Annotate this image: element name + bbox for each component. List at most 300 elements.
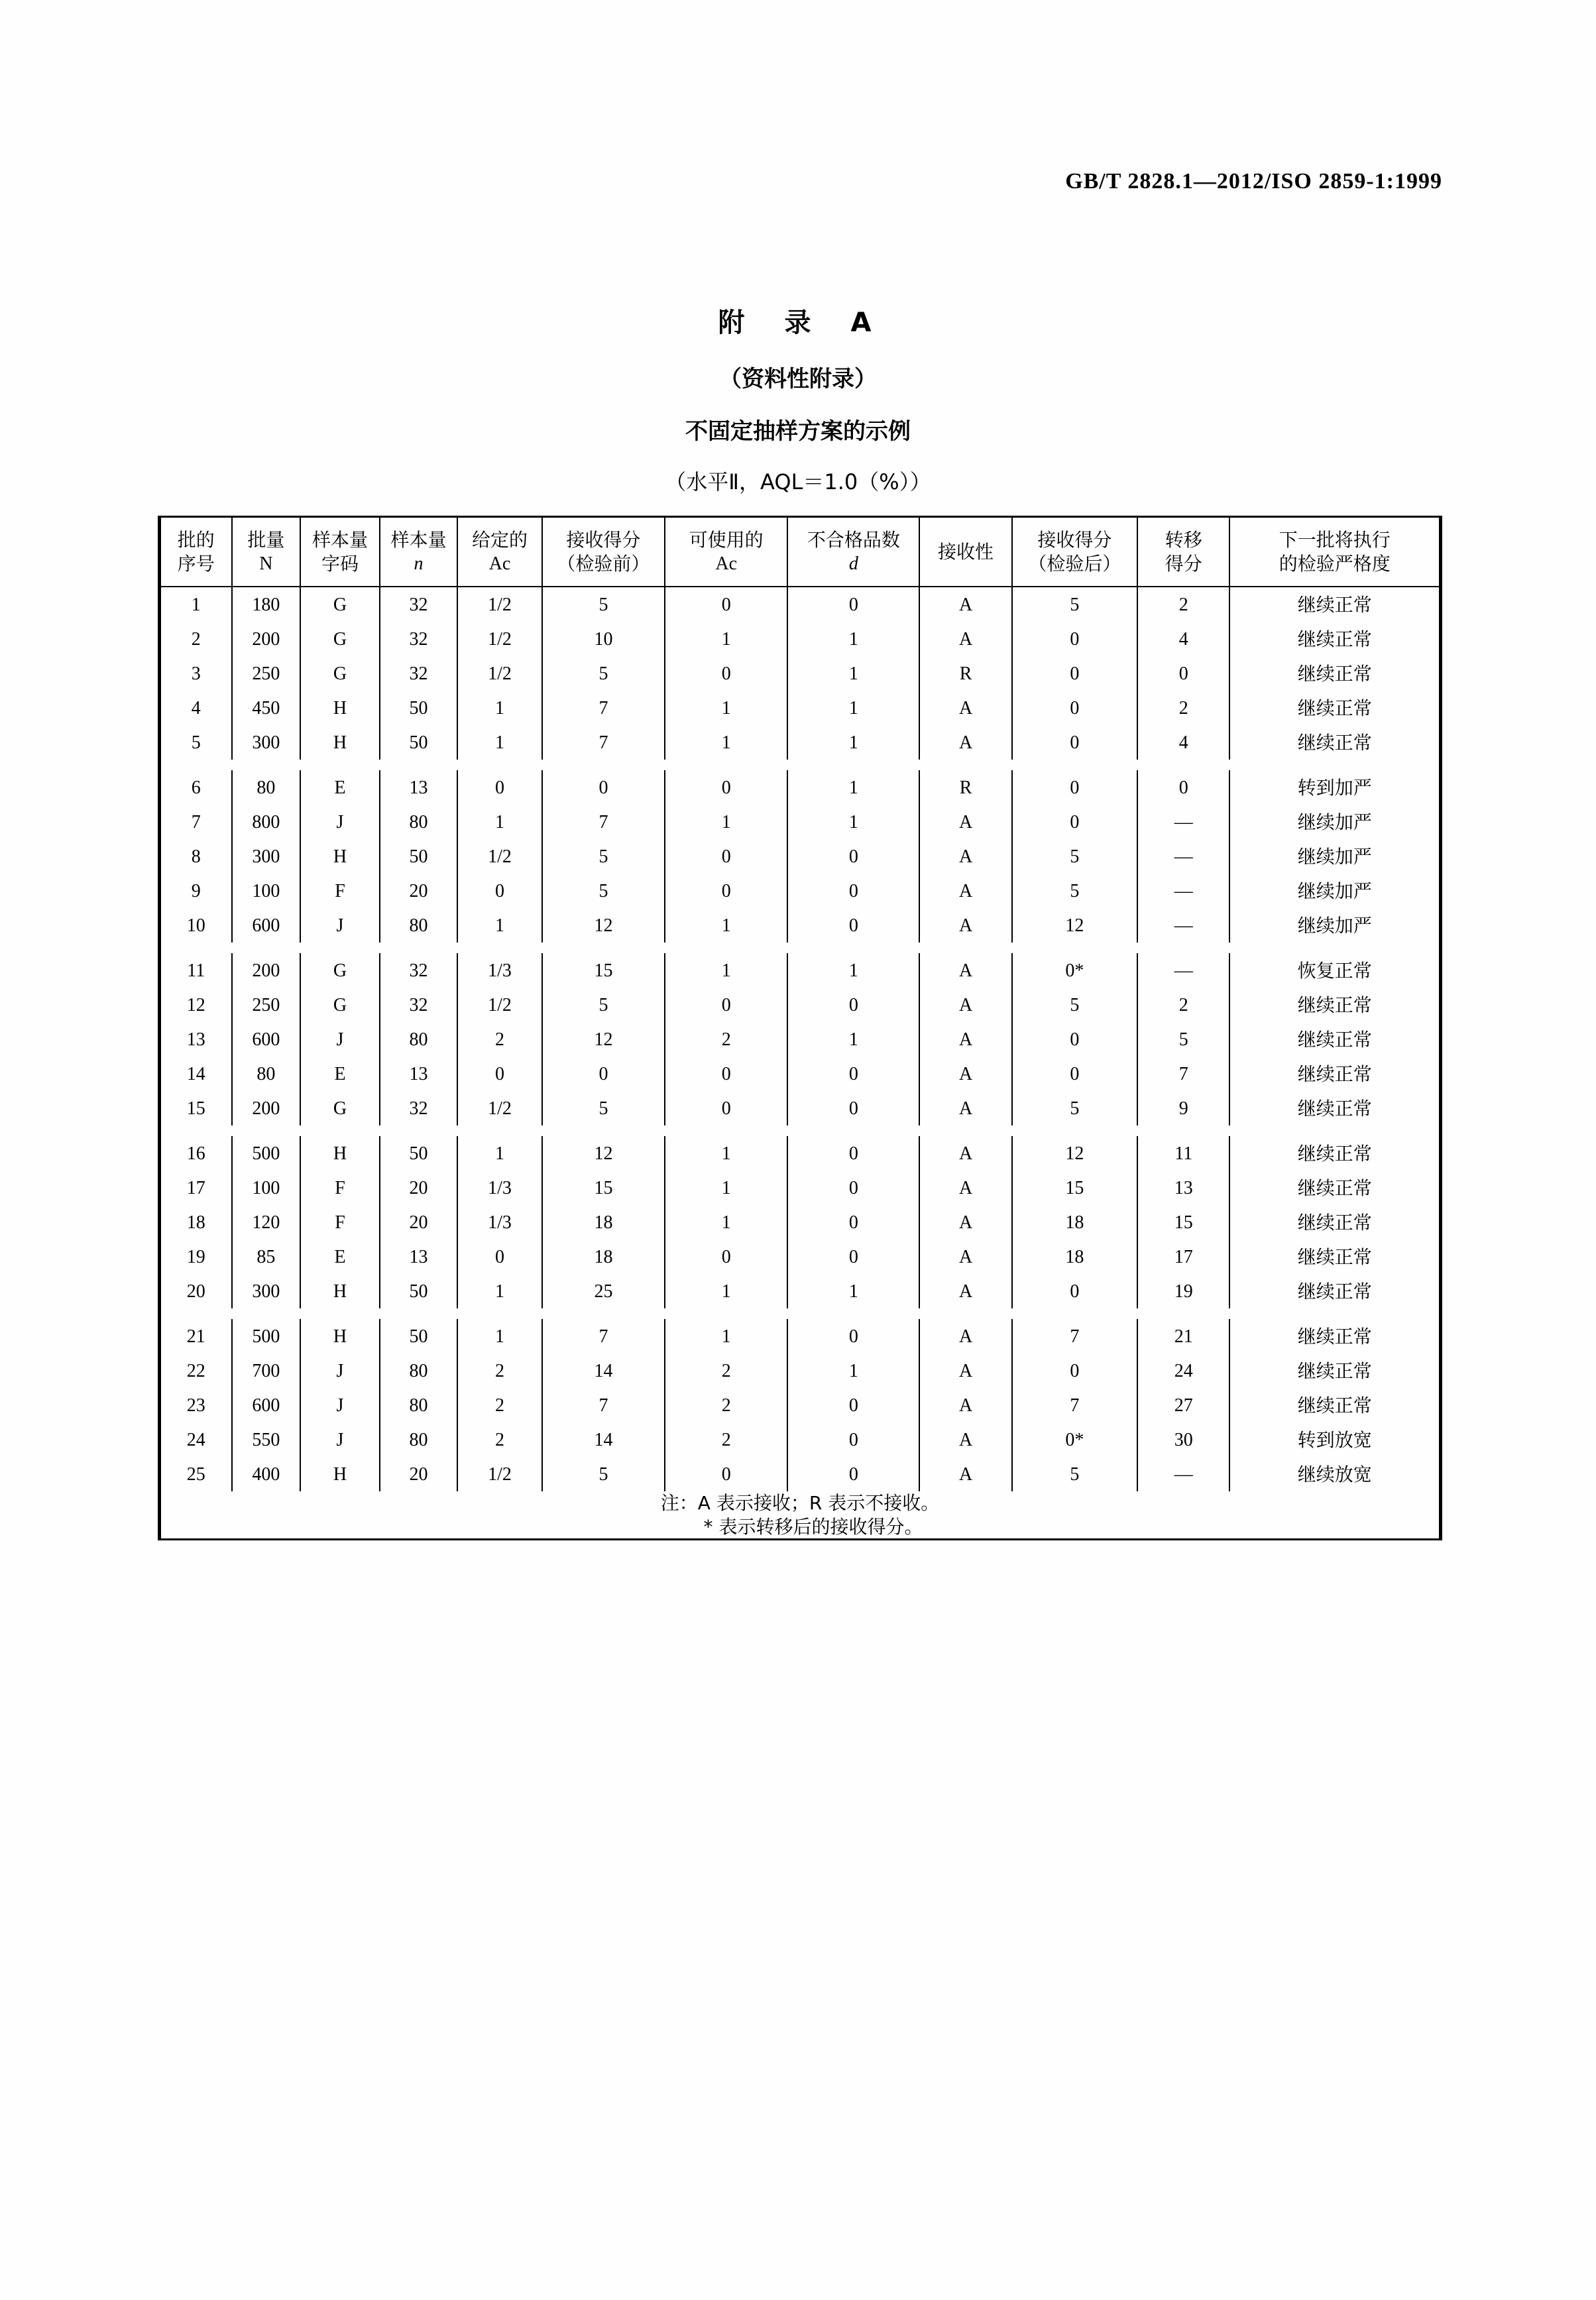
table-cell: 转到加严 <box>1229 770 1440 805</box>
table-cell: 600 <box>232 908 301 943</box>
table-cell: 7 <box>1137 1057 1229 1091</box>
table-cell: 7 <box>542 805 665 839</box>
table-row <box>160 1388 1440 1422</box>
table-cell: 继续正常 <box>1229 1353 1440 1388</box>
table-cell: 1 <box>787 1274 919 1308</box>
table-cell: H <box>300 725 380 760</box>
table-cell: 1/2 <box>457 587 542 622</box>
table-cell: 5 <box>542 874 665 908</box>
sampling-examples-table <box>160 518 1440 1538</box>
table-cell: 0 <box>787 1239 919 1274</box>
table-note <box>160 1491 1440 1538</box>
table-cell: 50 <box>380 1319 458 1353</box>
table-cell: 27 <box>1137 1388 1229 1422</box>
table-cell: F <box>300 1205 380 1239</box>
table-cell: 50 <box>380 839 458 874</box>
col-header-next-severity: 下一批将执行 的检验严格度 <box>1229 518 1440 587</box>
table-cell: 13 <box>160 1022 232 1057</box>
table-cell: — <box>1137 805 1229 839</box>
table-body <box>160 587 1440 1491</box>
table-cell: 继续正常 <box>1229 622 1440 656</box>
table-cell: 18 <box>542 1205 665 1239</box>
table-cell: 1 <box>787 691 919 725</box>
table-cell: 1 <box>457 1274 542 1308</box>
table-cell: 0 <box>665 587 787 622</box>
table-cell: 550 <box>232 1422 301 1457</box>
table-cell: G <box>300 988 380 1022</box>
sampling-examples-table-container <box>158 516 1442 1540</box>
table-row <box>160 805 1440 839</box>
table-cell: H <box>300 691 380 725</box>
table-cell: 13 <box>1137 1171 1229 1205</box>
group-spacer <box>160 1125 1440 1136</box>
table-cell: J <box>300 1022 380 1057</box>
table-cell: 100 <box>232 874 301 908</box>
table-cell: 20 <box>380 1457 458 1491</box>
table-cell: 继续正常 <box>1229 691 1440 725</box>
table-cell: 2 <box>1137 988 1229 1022</box>
table-cell: 600 <box>232 1388 301 1422</box>
table-cell: 0 <box>1012 725 1137 760</box>
table-cell: 14 <box>542 1353 665 1388</box>
table-cell: 继续正常 <box>1229 1205 1440 1239</box>
table-cell: G <box>300 656 380 691</box>
annex-heading: 附 录 A <box>718 308 878 338</box>
table-cell: G <box>300 1091 380 1125</box>
table-cell: G <box>300 622 380 656</box>
table-note-row <box>160 1491 1440 1538</box>
table-cell: 0 <box>457 1239 542 1274</box>
table-cell: 22 <box>160 1353 232 1388</box>
table-cell: 30 <box>1137 1422 1229 1457</box>
table-cell: 5 <box>542 656 665 691</box>
table-cell: 1 <box>665 1136 787 1171</box>
table-header-row <box>160 518 1440 587</box>
col-header-sample-size: 样本量 n <box>380 518 458 587</box>
table-cell: 5 <box>542 1457 665 1491</box>
table-cell: 1 <box>787 1022 919 1057</box>
table-cell: 0 <box>1012 805 1137 839</box>
table-cell: 500 <box>232 1136 301 1171</box>
table-cell: 7 <box>542 691 665 725</box>
table-cell: 9 <box>160 874 232 908</box>
table-row <box>160 1171 1440 1205</box>
col-header-given-ac: 给定的 Ac <box>457 518 542 587</box>
table-row <box>160 770 1440 805</box>
table-cell: 0 <box>1012 622 1137 656</box>
table-cell: 2 <box>457 1422 542 1457</box>
table-row <box>160 1422 1440 1457</box>
table-cell: 0 <box>1012 1274 1137 1308</box>
table-cell: 300 <box>232 725 301 760</box>
table-cell: 10 <box>160 908 232 943</box>
table-cell: 5 <box>1012 1457 1137 1491</box>
table-cell: 1 <box>457 805 542 839</box>
table-cell: 80 <box>380 1388 458 1422</box>
table-cell: — <box>1137 839 1229 874</box>
table-cell: 1 <box>787 622 919 656</box>
table-cell: 1 <box>787 1353 919 1388</box>
table-cell: 50 <box>380 691 458 725</box>
table-cell: F <box>300 1171 380 1205</box>
table-cell: 13 <box>380 1057 458 1091</box>
table-row <box>160 908 1440 943</box>
table-cell: 0 <box>1137 656 1229 691</box>
table-cell: 0 <box>787 587 919 622</box>
table-cell: 1 <box>665 1171 787 1205</box>
table-cell: 12 <box>542 1022 665 1057</box>
table-cell: 80 <box>380 1022 458 1057</box>
col-header-nonconforming-count: 不合格品数 d <box>787 518 919 587</box>
table-cell: 6 <box>160 770 232 805</box>
table-cell: 2 <box>665 1422 787 1457</box>
table-cell: 19 <box>1137 1274 1229 1308</box>
table-cell: J <box>300 805 380 839</box>
table-cell: 14 <box>542 1422 665 1457</box>
table-row <box>160 1457 1440 1491</box>
table-cell: 3 <box>160 656 232 691</box>
table-cell: 1 <box>665 805 787 839</box>
table-cell: 180 <box>232 587 301 622</box>
table-cell: A <box>919 839 1011 874</box>
table-cell: A <box>919 1353 1011 1388</box>
table-cell: 80 <box>232 770 301 805</box>
table-cell: 2 <box>665 1388 787 1422</box>
table-cell: 13 <box>380 1239 458 1274</box>
table-row <box>160 1057 1440 1091</box>
table-cell: 0* <box>1012 953 1137 988</box>
table-cell: 2 <box>457 1022 542 1057</box>
col-header-acceptability: 接收性 <box>919 518 1011 587</box>
table-cell: 继续正常 <box>1229 1274 1440 1308</box>
table-cell: 1 <box>665 725 787 760</box>
table-cell: H <box>300 1136 380 1171</box>
table-cell: A <box>919 1457 1011 1491</box>
table-cell: 1 <box>665 622 787 656</box>
table-cell: 14 <box>160 1057 232 1091</box>
table-note-line-1: 注：A 表示接收；R 表示不接收。 <box>660 1492 940 1514</box>
group-spacer <box>160 1308 1440 1319</box>
annex-parameters: （水平Ⅱ，AQL＝1.0（%）） <box>665 469 931 494</box>
table-cell: 7 <box>542 1388 665 1422</box>
table-cell: 1/2 <box>457 988 542 1022</box>
table-cell: 0 <box>787 839 919 874</box>
table-cell: 1 <box>787 725 919 760</box>
table-cell: 18 <box>1012 1205 1137 1239</box>
table-cell: 1 <box>787 805 919 839</box>
table-cell: 继续正常 <box>1229 656 1440 691</box>
table-cell: A <box>919 1388 1011 1422</box>
table-cell: H <box>300 1274 380 1308</box>
table-cell: 20 <box>380 1205 458 1239</box>
table-cell: 5 <box>1012 587 1137 622</box>
table-cell: 0 <box>787 1457 919 1491</box>
table-cell: J <box>300 1422 380 1457</box>
table-cell: 24 <box>160 1422 232 1457</box>
table-cell: 1 <box>665 1319 787 1353</box>
table-cell: 7 <box>542 1319 665 1353</box>
table-cell: 20 <box>380 1171 458 1205</box>
table-cell: 1 <box>457 1136 542 1171</box>
table-cell: 1 <box>665 691 787 725</box>
group-spacer-cell <box>160 760 1440 770</box>
table-cell: 21 <box>160 1319 232 1353</box>
table-row <box>160 622 1440 656</box>
table-cell: F <box>300 874 380 908</box>
table-cell: A <box>919 1319 1011 1353</box>
table-cell: 0 <box>1012 691 1137 725</box>
table-cell: 400 <box>232 1457 301 1491</box>
table-cell: 继续正常 <box>1229 988 1440 1022</box>
table-cell: 0 <box>787 1057 919 1091</box>
table-cell: 23 <box>160 1388 232 1422</box>
table-cell: 200 <box>232 1091 301 1125</box>
table-cell: 0 <box>665 656 787 691</box>
table-cell: 5 <box>542 839 665 874</box>
table-cell: 80 <box>232 1057 301 1091</box>
table-cell: A <box>919 1022 1011 1057</box>
table-cell: 继续正常 <box>1229 1057 1440 1091</box>
table-cell: 0 <box>787 1422 919 1457</box>
table-cell: 12 <box>160 988 232 1022</box>
table-cell: J <box>300 1388 380 1422</box>
annex-type: （资料性附录） <box>719 366 877 392</box>
table-cell: 5 <box>1012 988 1137 1022</box>
table-cell: 1 <box>665 908 787 943</box>
table-cell: 1/2 <box>457 622 542 656</box>
table-cell: 0 <box>665 1457 787 1491</box>
table-row <box>160 1136 1440 1171</box>
table-cell: 0 <box>542 770 665 805</box>
table-cell: 2 <box>457 1353 542 1388</box>
table-cell: 2 <box>160 622 232 656</box>
table-cell: 9 <box>1137 1091 1229 1125</box>
table-cell: 1/2 <box>457 839 542 874</box>
table-cell: A <box>919 1171 1011 1205</box>
table-cell: 0 <box>457 874 542 908</box>
table-cell: 0 <box>1137 770 1229 805</box>
table-cell: 0 <box>665 1239 787 1274</box>
table-cell: A <box>919 805 1011 839</box>
table-cell: 18 <box>542 1239 665 1274</box>
table-row <box>160 1274 1440 1308</box>
table-cell: 1 <box>457 908 542 943</box>
table-cell: 7 <box>1012 1388 1137 1422</box>
table-cell: A <box>919 1091 1011 1125</box>
table-cell: 11 <box>160 953 232 988</box>
table-row <box>160 1239 1440 1274</box>
table-cell: 21 <box>1137 1319 1229 1353</box>
table-cell: 15 <box>542 1171 665 1205</box>
table-cell: 700 <box>232 1353 301 1388</box>
table-row <box>160 988 1440 1022</box>
table-cell: A <box>919 874 1011 908</box>
table-cell: 继续加严 <box>1229 874 1440 908</box>
table-cell: 5 <box>1012 839 1137 874</box>
table-cell: 继续放宽 <box>1229 1457 1440 1491</box>
table-cell: 0 <box>457 770 542 805</box>
table-cell: 1 <box>665 953 787 988</box>
table-cell: 1 <box>457 725 542 760</box>
table-cell: 1/2 <box>457 656 542 691</box>
table-cell: 16 <box>160 1136 232 1171</box>
table-cell: 0 <box>665 1091 787 1125</box>
table-cell: 0 <box>1012 1022 1137 1057</box>
table-cell: 继续加严 <box>1229 908 1440 943</box>
table-cell: 15 <box>1137 1205 1229 1239</box>
table-cell: 8 <box>160 839 232 874</box>
table-cell: 120 <box>232 1205 301 1239</box>
table-cell: 20 <box>380 874 458 908</box>
table-cell: 250 <box>232 656 301 691</box>
table-cell: E <box>300 1057 380 1091</box>
table-cell: 继续加严 <box>1229 805 1440 839</box>
table-cell: 50 <box>380 725 458 760</box>
table-cell: 450 <box>232 691 301 725</box>
table-cell: 800 <box>232 805 301 839</box>
table-cell: 1 <box>457 691 542 725</box>
table-cell: 25 <box>160 1457 232 1491</box>
table-cell: 0 <box>787 1171 919 1205</box>
table-cell: 2 <box>665 1022 787 1057</box>
table-row <box>160 953 1440 988</box>
table-cell: 300 <box>232 839 301 874</box>
table-cell: 0* <box>1012 1422 1137 1457</box>
table-cell: 24 <box>1137 1353 1229 1388</box>
table-cell: J <box>300 908 380 943</box>
table-cell: 300 <box>232 1274 301 1308</box>
col-header-switching-score: 转移 得分 <box>1137 518 1229 587</box>
table-cell: 7 <box>542 725 665 760</box>
table-cell: 7 <box>1012 1319 1137 1353</box>
table-cell: 继续正常 <box>1229 1239 1440 1274</box>
table-cell: 0 <box>665 770 787 805</box>
table-cell: 0 <box>1012 656 1137 691</box>
table-cell: 1/3 <box>457 1205 542 1239</box>
table-row <box>160 656 1440 691</box>
group-spacer <box>160 943 1440 953</box>
col-header-sample-size-code: 样本量 字码 <box>300 518 380 587</box>
table-cell: 80 <box>380 908 458 943</box>
group-spacer <box>160 760 1440 770</box>
table-cell: 12 <box>542 1136 665 1171</box>
table-cell: A <box>919 1205 1011 1239</box>
annex-subject-title: 不固定抽样方案的示例 <box>685 418 911 445</box>
table-cell: 1/3 <box>457 1171 542 1205</box>
table-cell: 0 <box>665 874 787 908</box>
table-row <box>160 725 1440 760</box>
table-cell: 12 <box>1012 908 1137 943</box>
table-cell: E <box>300 1239 380 1274</box>
table-cell: 继续正常 <box>1229 1091 1440 1125</box>
table-cell: 0 <box>787 1091 919 1125</box>
table-cell: H <box>300 839 380 874</box>
table-cell: 80 <box>380 805 458 839</box>
group-spacer-cell <box>160 1308 1440 1319</box>
table-cell: 1 <box>457 1319 542 1353</box>
table-cell: 0 <box>787 1136 919 1171</box>
table-cell: A <box>919 622 1011 656</box>
table-row <box>160 1319 1440 1353</box>
table-cell: 继续正常 <box>1229 1136 1440 1171</box>
col-header-lot-number: 批的 序号 <box>160 518 232 587</box>
table-cell: 继续正常 <box>1229 1022 1440 1057</box>
table-cell: R <box>919 656 1011 691</box>
page-header-standard-code: GB/T 2828.1—2012/ISO 2859-1:1999 <box>1065 169 1442 194</box>
table-cell: 19 <box>160 1239 232 1274</box>
table-cell: 15 <box>160 1091 232 1125</box>
table-cell: 5 <box>1012 874 1137 908</box>
table-cell: 85 <box>232 1239 301 1274</box>
table-cell: 5 <box>1137 1022 1229 1057</box>
table-cell: 15 <box>1012 1171 1137 1205</box>
group-spacer-cell <box>160 943 1440 953</box>
table-cell: 32 <box>380 953 458 988</box>
table-row <box>160 1205 1440 1239</box>
table-cell: A <box>919 1239 1011 1274</box>
table-cell: H <box>300 1457 380 1491</box>
table-cell: A <box>919 587 1011 622</box>
table-cell: 1/2 <box>457 1091 542 1125</box>
table-cell: G <box>300 587 380 622</box>
table-cell: 80 <box>380 1422 458 1457</box>
table-cell: 10 <box>542 622 665 656</box>
table-row <box>160 1353 1440 1388</box>
table-cell: 32 <box>380 1091 458 1125</box>
table-row <box>160 1091 1440 1125</box>
table-cell: 32 <box>380 656 458 691</box>
table-cell: A <box>919 1274 1011 1308</box>
table-cell: 继续正常 <box>1229 587 1440 622</box>
table-cell: 0 <box>542 1057 665 1091</box>
col-header-lot-size: 批量 N <box>232 518 301 587</box>
table-cell: E <box>300 770 380 805</box>
col-header-score-before: 接收得分 （检验前） <box>542 518 665 587</box>
table-cell: 250 <box>232 988 301 1022</box>
table-cell: 0 <box>787 988 919 1022</box>
table-cell: 200 <box>232 622 301 656</box>
table-cell: 4 <box>160 691 232 725</box>
table-cell: 80 <box>380 1353 458 1388</box>
table-cell: 4 <box>1137 622 1229 656</box>
table-cell: 13 <box>380 770 458 805</box>
table-cell: A <box>919 953 1011 988</box>
table-cell: 5 <box>542 988 665 1022</box>
table-cell: 32 <box>380 587 458 622</box>
col-header-score-after: 接收得分 （检验后） <box>1012 518 1137 587</box>
table-cell: — <box>1137 953 1229 988</box>
table-cell: 继续正常 <box>1229 1319 1440 1353</box>
annex-title-block <box>0 302 1596 496</box>
table-cell: A <box>919 1057 1011 1091</box>
table-cell: 继续正常 <box>1229 1171 1440 1205</box>
table-cell: 继续正常 <box>1229 725 1440 760</box>
table-cell: 1 <box>665 1274 787 1308</box>
table-cell: 18 <box>160 1205 232 1239</box>
table-cell: A <box>919 1422 1011 1457</box>
table-cell: 0 <box>1012 1057 1137 1091</box>
col-header-usable-ac: 可使用的 Ac <box>665 518 787 587</box>
table-cell: 4 <box>1137 725 1229 760</box>
table-cell: 1/2 <box>457 1457 542 1491</box>
table-cell: 0 <box>787 1319 919 1353</box>
table-cell: 0 <box>1012 770 1137 805</box>
table-cell: 0 <box>665 988 787 1022</box>
table-cell: 1 <box>160 587 232 622</box>
table-cell: 20 <box>160 1274 232 1308</box>
table-cell: 32 <box>380 622 458 656</box>
table-cell: 0 <box>665 1057 787 1091</box>
